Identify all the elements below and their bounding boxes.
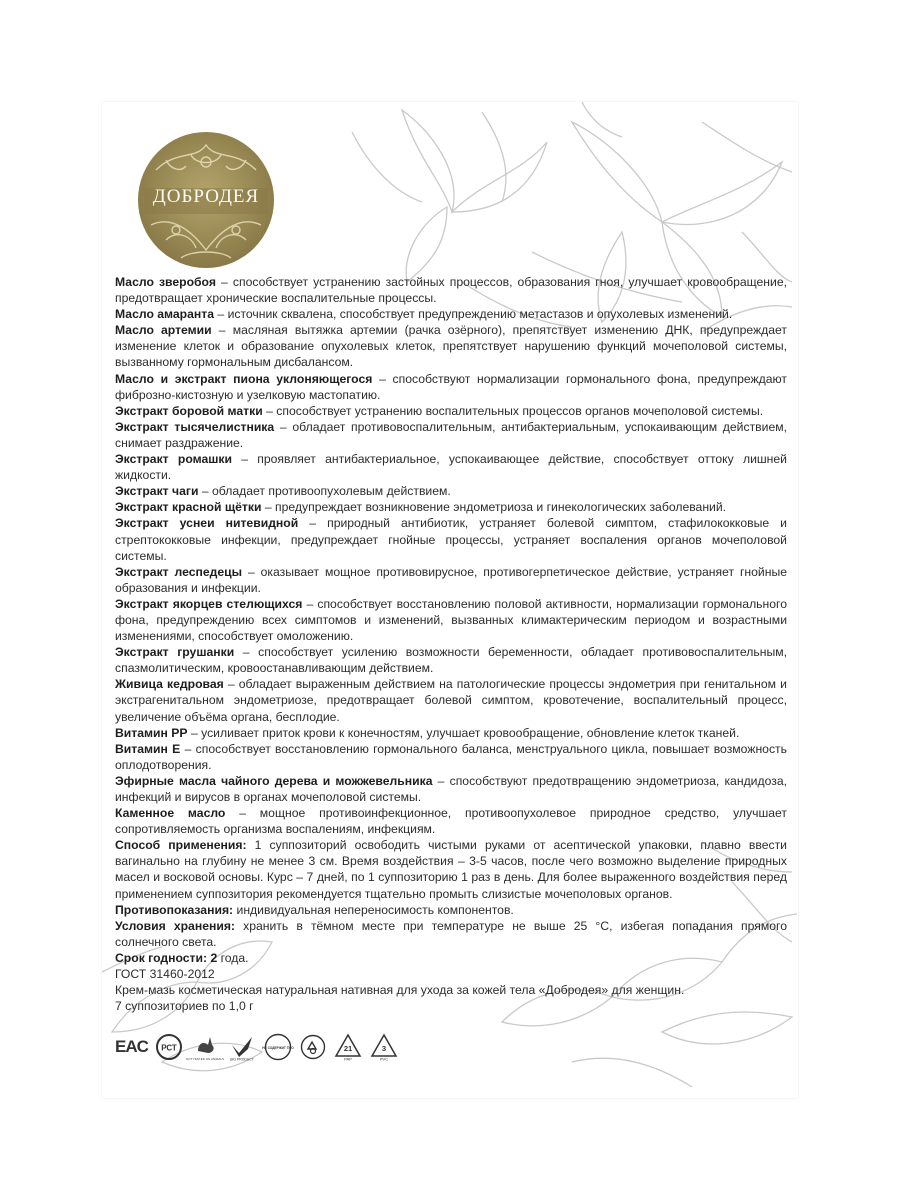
ingredient-term: Масло и экстракт пиона уклоняющегося [115,371,373,386]
ingredient-entry [115,773,787,805]
pct-icon [156,1034,182,1060]
ingredient-entry [115,741,787,773]
ingredient-description: – способствует устранению застойных процессов, образования гноя, улучшает кровообращение, предотвращает хронические воспалительные процессы. [115,275,787,306]
no-gmo-mark [264,1033,292,1061]
bio-mark [228,1033,256,1061]
ingredient-term: Срок годности: 2 [115,950,218,965]
ingredient-term: Экстракт чаги [115,484,199,499]
not-tested-label: NOT TESTED ON ANIMALS [185,1057,224,1061]
checkmark-leaf-icon [228,1033,256,1061]
ingredient-description: – проявляет антибактериальное, успокаивающее действие, способствует оттоку лишней жидкости. [115,452,787,483]
product-description: Крем-мазь косметическая натуральная нативная для ухода за кожей тела «Добродея» для женщин. [115,983,685,998]
ingredient-term: Живица кедровая [115,677,224,692]
ingredient-term: Масло артемии [115,323,212,338]
mobius-mark [300,1034,326,1060]
ingredient-term: Экстракт ромашки [115,452,232,467]
ingredient-entry [115,902,787,918]
ingredient-entry [115,371,787,403]
ingredient-entry [115,950,787,966]
pvc-label: PVC [379,1056,389,1062]
rabbit-icon [185,1033,224,1061]
eac-label: EAC [115,1037,148,1056]
ingredient-entry [115,644,787,676]
ingredient-entry [115,805,787,837]
ingredient-entry [115,515,787,563]
ingredient-description: индивидуальная непереносимость компонентов. [233,902,514,917]
ingredient-description: – способствуют предотвращению эндометриоза, кандидоза, инфекций и вирусов в органах мочеполовой системы. [115,773,787,804]
not-tested-mark [185,1033,224,1061]
ingredient-description: 1 суппозиторий освободить чистыми руками от асептической упаковки, плавно ввести вагинально на глубину не менее 3 см. Время воздействия – 3-5 часов, после чего возможно выделение природных масел и восковой основы. Курс – 7 дней, по 1 суппозиторию 1 раз в день. Для более выраженного воздействия перед применением суппозитория рекомендуется тщательно промыть слизистые мочеполовых органов. [115,838,787,901]
ingredient-description: – природный антибиотик, устраняет болевой симптом, стафилококковые и стрептококковые инфекции, предупреждает гнойные процессы, устраняет воспаления органов мочеполовой системы. [115,516,787,563]
ingredient-description: – усиливает приток крови к конечностям, улучшает кровообращение, обновление клеток тканей. [187,725,740,740]
ingredient-term: Экстракт боровой матки [115,403,263,418]
ingredient-entry [115,483,787,499]
ingredient-description: – способствует усилению возможности беременности, обладает противовоспалительным, спазмолитическим, кровоостанавливающим действием. [115,645,787,676]
ingredient-entry [115,564,787,596]
brand-logo [136,130,276,270]
ingredient-entry [115,596,787,644]
ingredient-term: Экстракт якорцев стелющихся [115,596,303,611]
ingredient-term: Экстракт уснеи нитевидной [115,516,299,531]
ingredient-term: Экстракт тысячелистника [115,419,275,434]
ingredient-description: – обладает противоопухолевым действием. [198,484,451,499]
ingredient-description: – обладает выраженным действием на патологические процессы эндометрия при генитальном и экстрагенитальном эндометриозе, предотвращает болевой симптом, кровотечение, воспалительный процесс, увеличение объёма органа, бесплодие. [115,677,787,724]
ingredient-term: Витамин РР [115,725,188,740]
pvc-recycle-mark [370,1033,398,1061]
no-gmo-label: НЕ СОДЕРЖИТ ГМО [262,1046,294,1050]
ingredient-description: – масляная вытяжка артемии (рачка озёрного), препятствует изменению ДНК, предупреждает изменение клеток и образование опухолевых клеток, препятствует нарушению функций мочеполовой системы, вызванному гормональным дисбалансом. [115,323,788,370]
brand-name: ДОБРОДЕЯ [152,186,260,207]
ingredient-term: Экстракт красной щётки [115,500,262,515]
ingredient-term: Масло амаранта [115,307,215,322]
pap-label: PAP [344,1056,352,1062]
ingredient-term: Противопоказания: [115,902,234,917]
ingredient-list [115,274,787,966]
ingredient-term: Экстракт грушанки [115,645,235,660]
ingredient-description: – способствует восстановлению половой активности, нормализации гормонального фона, предупреждению всех симптомов и изменений, вызванных климактерическим периодом и возрастными изменениями, способствует омоложению. [115,596,787,644]
ingredient-description: хранить в тёмном месте при температуре не выше 25 °С, избегая попадания прямого солнечного света. [115,918,787,949]
recycle-circle-icon [300,1034,326,1060]
ingredient-description: – источник сквалена, способствует предупреждению метастазов и опухолевых изменений. [214,307,733,322]
ingredient-term: Эфирные масла чайного дерева и можжевельника [115,773,433,788]
ingredient-term: Масло зверобоя [115,275,216,289]
ingredient-term: Способ применения: [115,838,247,853]
ingredient-term: Условия хранения: [115,918,235,933]
ingredient-entry [115,419,787,451]
ingredient-description: – мощное противоинфекционное, противоопухолевое природное средство, улучшает сопротивляемость организма воспалениям, инфекциям. [115,806,787,837]
ingredient-description: – способствует устранению воспалительных процессов органов мочеполовой системы. [262,403,764,418]
no-gmo-icon [264,1033,292,1061]
ingredient-entry [115,322,787,370]
ingredient-term: Витамин Е [115,741,181,756]
ingredient-entry [115,274,787,306]
ingredient-term: Экстракт леспедецы [115,564,243,579]
recycle-triangle-icon [334,1033,362,1061]
certification-marks [115,1032,406,1062]
ingredients-text [115,274,787,1014]
label-card [102,102,798,1098]
ingredient-description: – предупреждает возникновение эндометриоза и гинекологических заболеваний. [261,500,727,515]
ingredient-entry [115,725,787,741]
pct-mark [156,1034,182,1060]
ingredient-entry [115,403,787,419]
ingredient-entry [115,918,787,950]
ingredient-description: года. [217,950,249,965]
gost-standard: ГОСТ 31460-2012 [115,967,215,982]
ingredient-entry [115,499,787,515]
ingredient-description: – способствуют нормализации гормонального фона, предупреждают фиброзно-кистозную и узелковую мастопатию. [115,371,788,402]
ingredient-term: Каменное масло [115,806,226,821]
ingredient-entry [115,837,787,901]
ingredient-description: – обладает противовоспалительным, антибактериальным, успокаивающим действием, снимает раздражение. [115,419,787,450]
pct-label: РСТ [161,1043,177,1053]
recycle-triangle-icon [370,1033,398,1061]
pvc-number: 3 [381,1044,386,1053]
ingredient-description: – оказывает мощное противовирусное, противогерпетическое действие, устраняет гнойные образования и инфекции. [115,564,787,595]
ingredient-entry [115,676,787,724]
pap-recycle-mark [334,1033,362,1061]
ingredient-description: – способствует восстановлению гормонального баланса, менструального цикла, повышает возможность оплодотворения. [115,741,787,772]
ingredient-entry [115,306,787,322]
eac-mark [115,1037,148,1057]
pap-number: 21 [343,1044,353,1053]
ingredient-entry [115,451,787,483]
package-count: 7 суппозиториев по 1,0 г [115,999,254,1014]
bio-label: BIO PRODUCT [230,1057,254,1062]
